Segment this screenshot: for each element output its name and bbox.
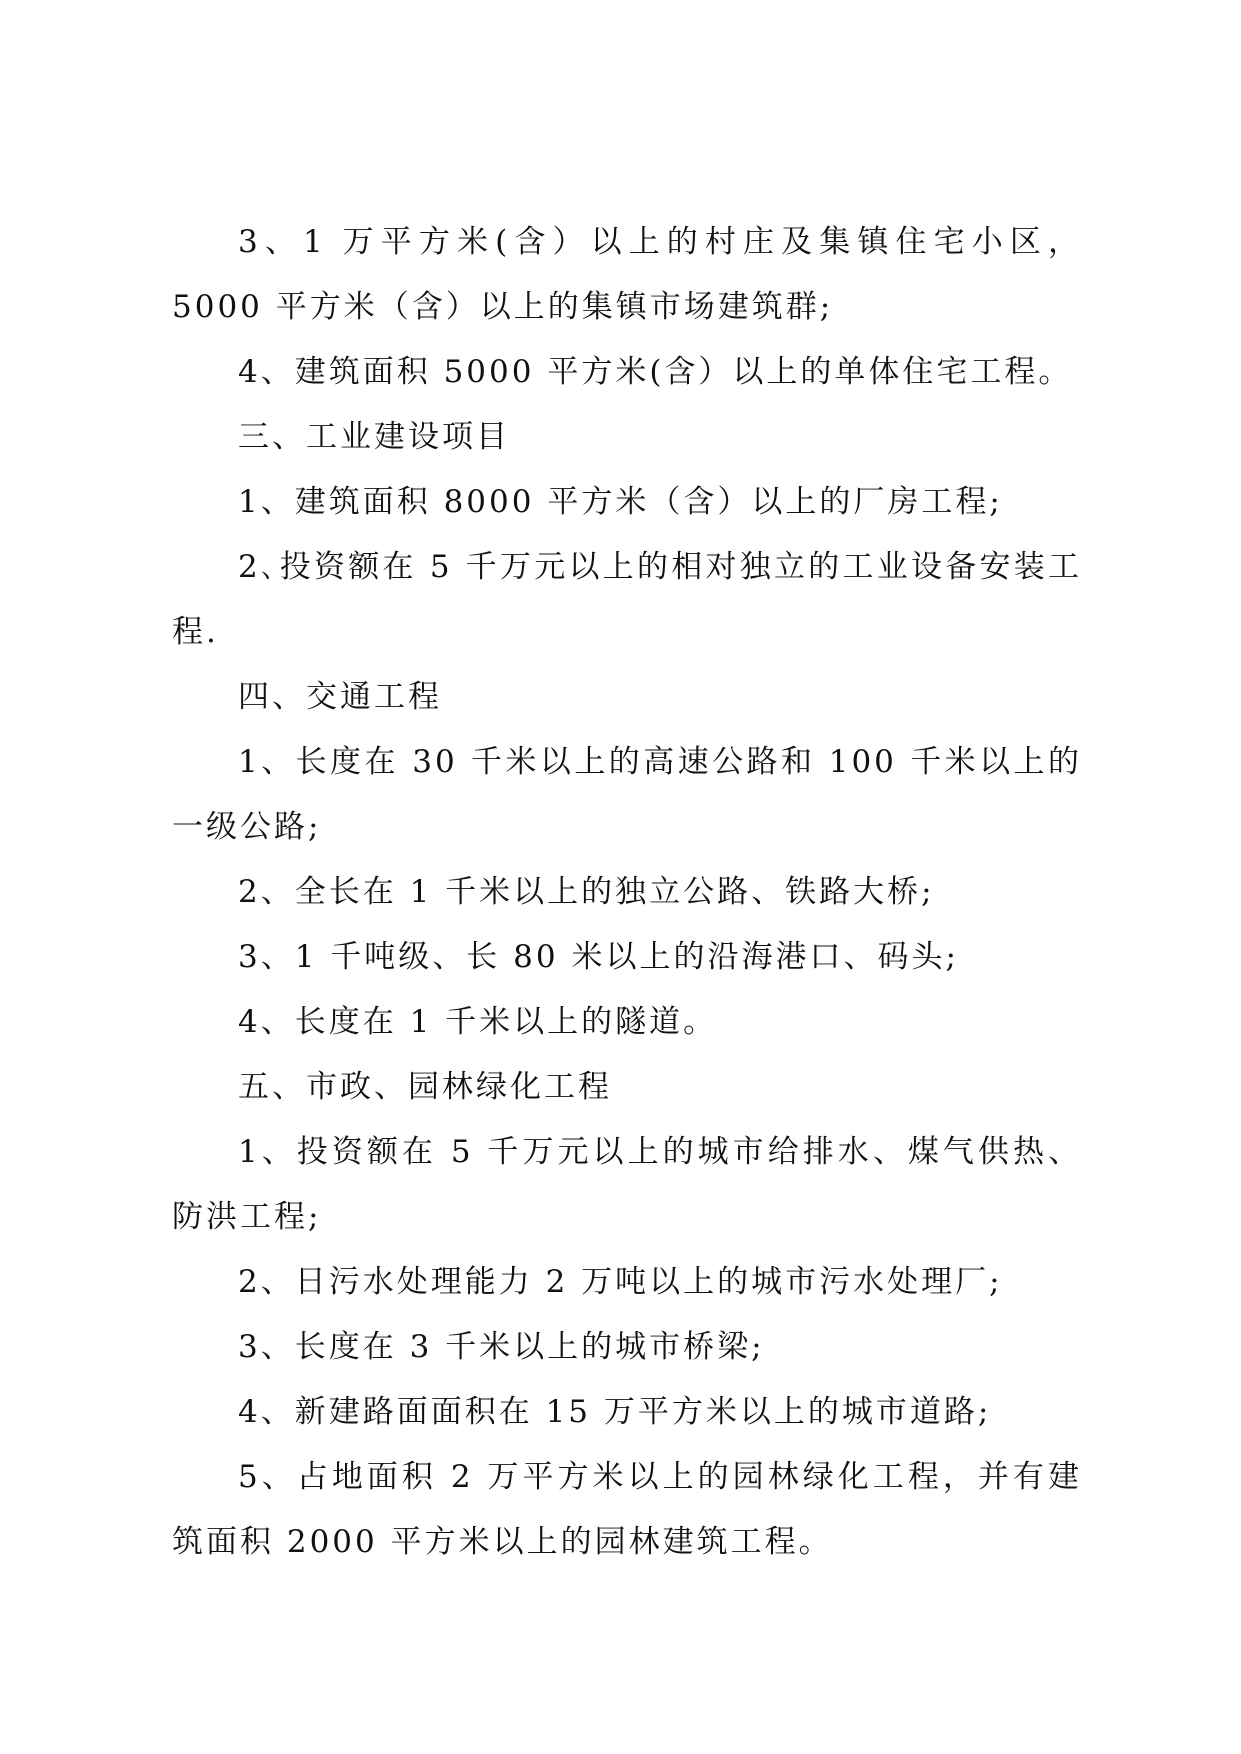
paragraph-transport-tunnel: 4、长度在 1 千米以上的隧道。 (238, 1004, 718, 1040)
paragraph-municipal-sewage: 2、日污水处理能力 2 万吨以上的城市污水处理厂; (238, 1264, 1003, 1300)
paragraph-residential-village: 3、1 万平方米(含）以上的村庄及集镇住宅小区，5000 平方米（含）以上的集镇市场建筑群; (172, 224, 1082, 325)
section-heading-municipal: 五、市政、园林绿化工程 (238, 1069, 612, 1105)
paragraph-industrial-equipment: 2､投资额在 5 千万元以上的相对独立的工业设备安装工程. (172, 549, 1082, 650)
paragraph-transport-port: 3、1 千吨级、长 80 米以上的沿海港口、码头; (238, 939, 959, 975)
paragraph-municipal-garden: 5、占地面积 2 万平方米以上的园林绿化工程，并有建筑面积 2000 平方米以上的园林建筑工程。 (172, 1459, 1082, 1560)
paragraph-transport-bridge: 2、全长在 1 千米以上的独立公路、铁路大桥; (238, 874, 935, 910)
section-heading-transport: 四、交通工程 (238, 679, 442, 715)
paragraph-transport-highway: 1、长度在 30 千米以上的高速公路和 100 千米以上的一级公路; (172, 744, 1082, 845)
paragraph-municipal-water: 1、投资额在 5 千万元以上的城市给排水、煤气供热、防洪工程; (172, 1134, 1082, 1235)
section-heading-industrial: 三、工业建设项目 (238, 419, 510, 455)
paragraph-municipal-road: 4、新建路面面积在 15 万平方米以上的城市道路; (238, 1394, 992, 1430)
paragraph-industrial-factory: 1、建筑面积 8000 平方米（含）以上的厂房工程; (238, 484, 1003, 520)
paragraph-municipal-bridge: 3、长度在 3 千米以上的城市桥梁; (238, 1329, 765, 1365)
paragraph-residential-single: 4、建筑面积 5000 平方米(含）以上的单体住宅工程。 (238, 354, 1073, 390)
document-body (172, 210, 1082, 1575)
